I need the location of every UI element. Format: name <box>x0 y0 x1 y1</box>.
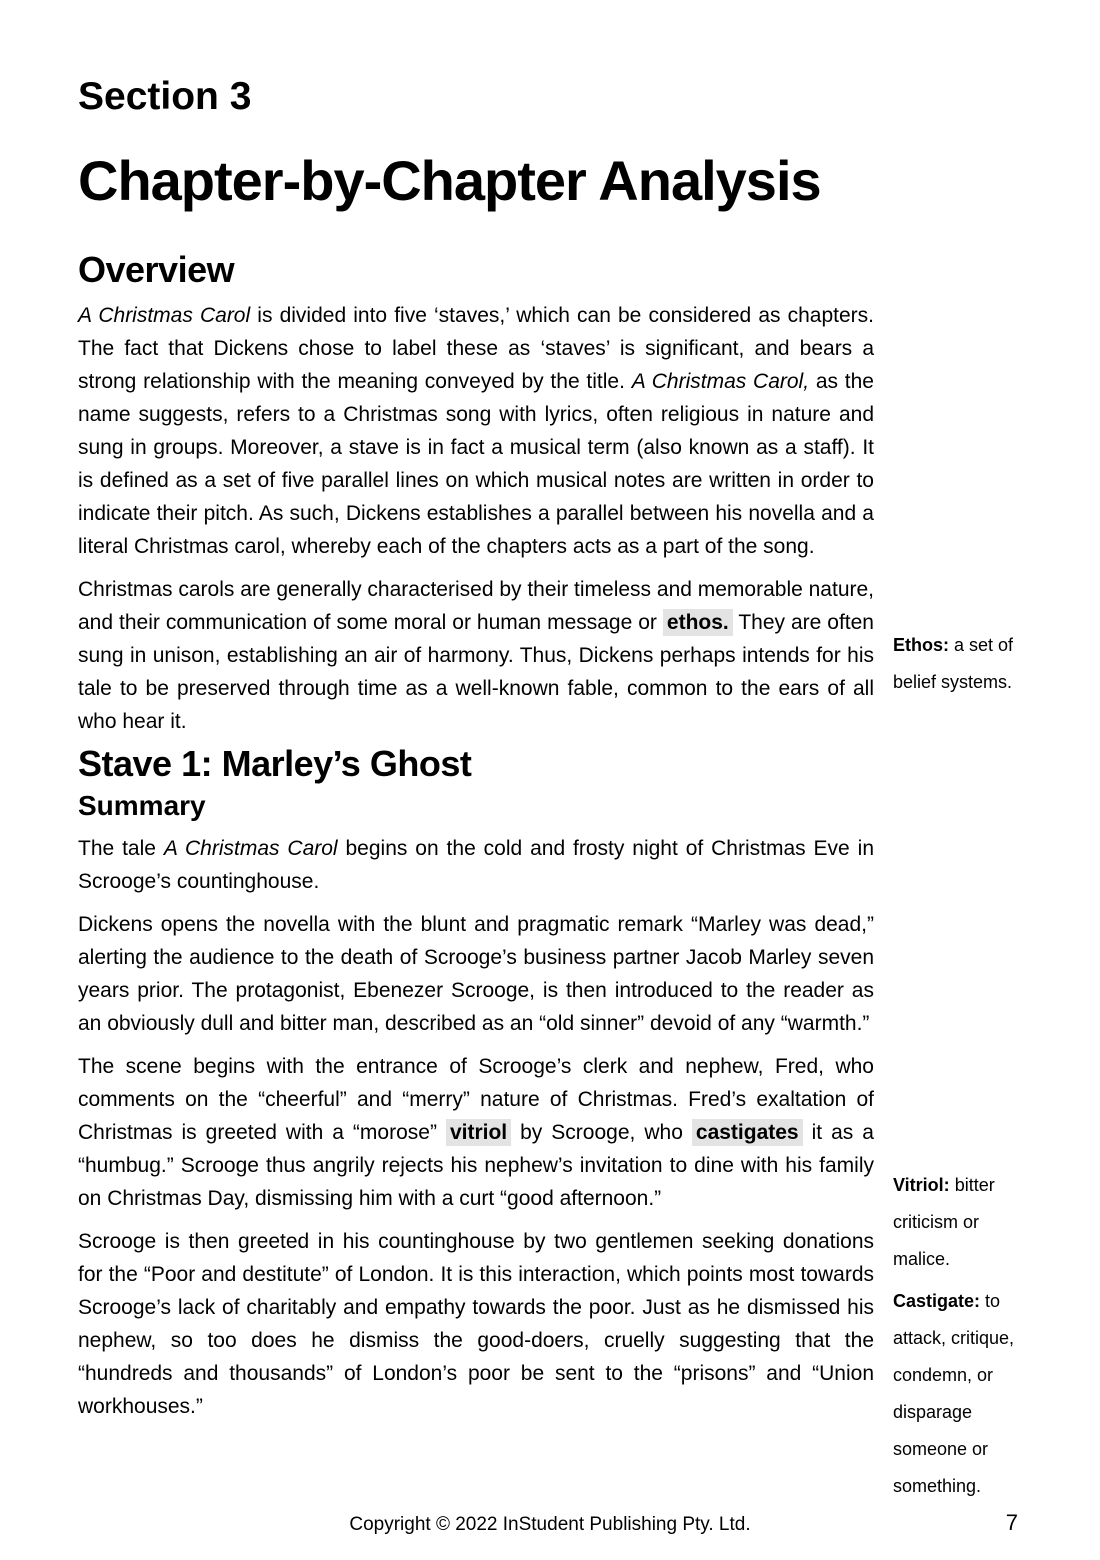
summary-paragraph-3 <box>78 1050 874 1215</box>
glossary-definition: to attack, critique, condemn, or disparage someone or something. <box>893 1291 1015 1496</box>
summary-paragraph-1 <box>78 832 874 898</box>
text-run: They are often sung in unison, establishing an air of harmony. Thus, Dickens perhaps intends for his tale to be preserved through time as a well-known fable, common to the ears of all who hear it. <box>78 611 874 733</box>
book-title-italic: A Christmas Carol, <box>631 370 810 393</box>
glossary-term-highlight: ethos. <box>663 609 733 636</box>
overview-paragraph-2 <box>78 573 874 738</box>
copyright-notice: Copyright © 2022 InStudent Publishing Pty. Ltd. <box>349 1514 751 1535</box>
page-title: Chapter-by-Chapter Analysis <box>78 149 821 212</box>
glossary-term-highlight: castigates <box>692 1119 803 1146</box>
text-run: Christmas carols are generally characterised by their timeless and memorable nature, and their communication of some moral or human message or <box>78 578 875 634</box>
text-run: by Scrooge, who <box>511 1121 692 1144</box>
glossary-term: Vitriol: <box>893 1175 950 1195</box>
text-run: Dickens opens the novella with the blunt and pragmatic remark “Marley was dead,” alerting the audience to the death of Scrooge’s business partner Jacob Marley seven years prior. The protagonist, Ebenezer Scrooge, is then introduced to the reader as an obviously dull and bitter man, described as an “old sinner” devoid of any “warmth.” <box>78 913 874 1035</box>
glossary-term: Ethos: <box>893 635 949 655</box>
summary-subheading: Summary <box>78 790 206 821</box>
section-label: Section 3 <box>78 75 252 118</box>
glossary-note-vitriol <box>893 1167 1031 1278</box>
summary-paragraph-2 <box>78 908 874 1040</box>
book-title-italic: A Christmas Carol <box>163 837 338 860</box>
overview-paragraph-1 <box>78 299 874 563</box>
glossary-definition: bitter criticism or malice. <box>893 1175 995 1269</box>
glossary-note-ethos <box>893 627 1031 701</box>
text-run: as the name suggests, refers to a Christmas song with lyrics, often religious in nature and sung in groups. Moreover, a stave is in fact a musical term (also known as a staff). It is defined as a set of five parallel lines on which musical notes are written in order to indicate their pitch. As such, Dickens establishes a parallel between his novella and a literal Christmas carol, whereby each of the chapters acts as a part of the song. <box>78 370 874 558</box>
text-run: is divided into five ‘staves,’ which can be considered as chapters. The fact that Dickens chose to label these as ‘staves’ is significant, and bears a strong relationship with the meaning conveyed by the title. <box>78 304 874 393</box>
page-number: 7 <box>1005 1510 1018 1535</box>
text-run: The tale <box>78 837 164 860</box>
text-run: it as a “humbug.” Scrooge thus angrily rejects his nephew’s invitation to dine with his family on Christmas Day, dismissing him with a curt “good afternoon.” <box>78 1121 874 1210</box>
glossary-term: Castigate: <box>893 1291 981 1311</box>
glossary-definition: a set of belief systems. <box>893 635 1014 692</box>
glossary-term-highlight: vitriol <box>446 1119 511 1146</box>
stave1-heading: Stave 1: Marley’s Ghost <box>78 743 472 784</box>
text-run: begins on the cold and frosty night of Christmas Eve in Scrooge’s countinghouse. <box>78 837 874 893</box>
summary-paragraph-4 <box>78 1225 874 1423</box>
text-run: The scene begins with the entrance of Scrooge’s clerk and nephew, Fred, who comments on the “cheerful” and “merry” nature of Christmas. Fred’s exaltation of Christmas is greeted with a “morose” <box>78 1055 874 1144</box>
main-text-column <box>78 0 874 1423</box>
book-title-italic: A Christmas Carol <box>78 304 251 327</box>
glossary-note-castigate <box>893 1283 1031 1505</box>
text-run: Scrooge is then greeted in his countinghouse by two gentlemen seeking donations for the “Poor and destitute” of London. It is this interaction, which points most towards Scrooge’s lack of charitably and empathy towards the poor. Just as he dismissed his nephew, so too does he dismiss the good-doers, cruelly suggesting that the “hundreds and thousands” of London’s poor be sent to the “prisons” and “Union workhouses.” <box>78 1230 874 1418</box>
overview-heading: Overview <box>78 249 235 290</box>
